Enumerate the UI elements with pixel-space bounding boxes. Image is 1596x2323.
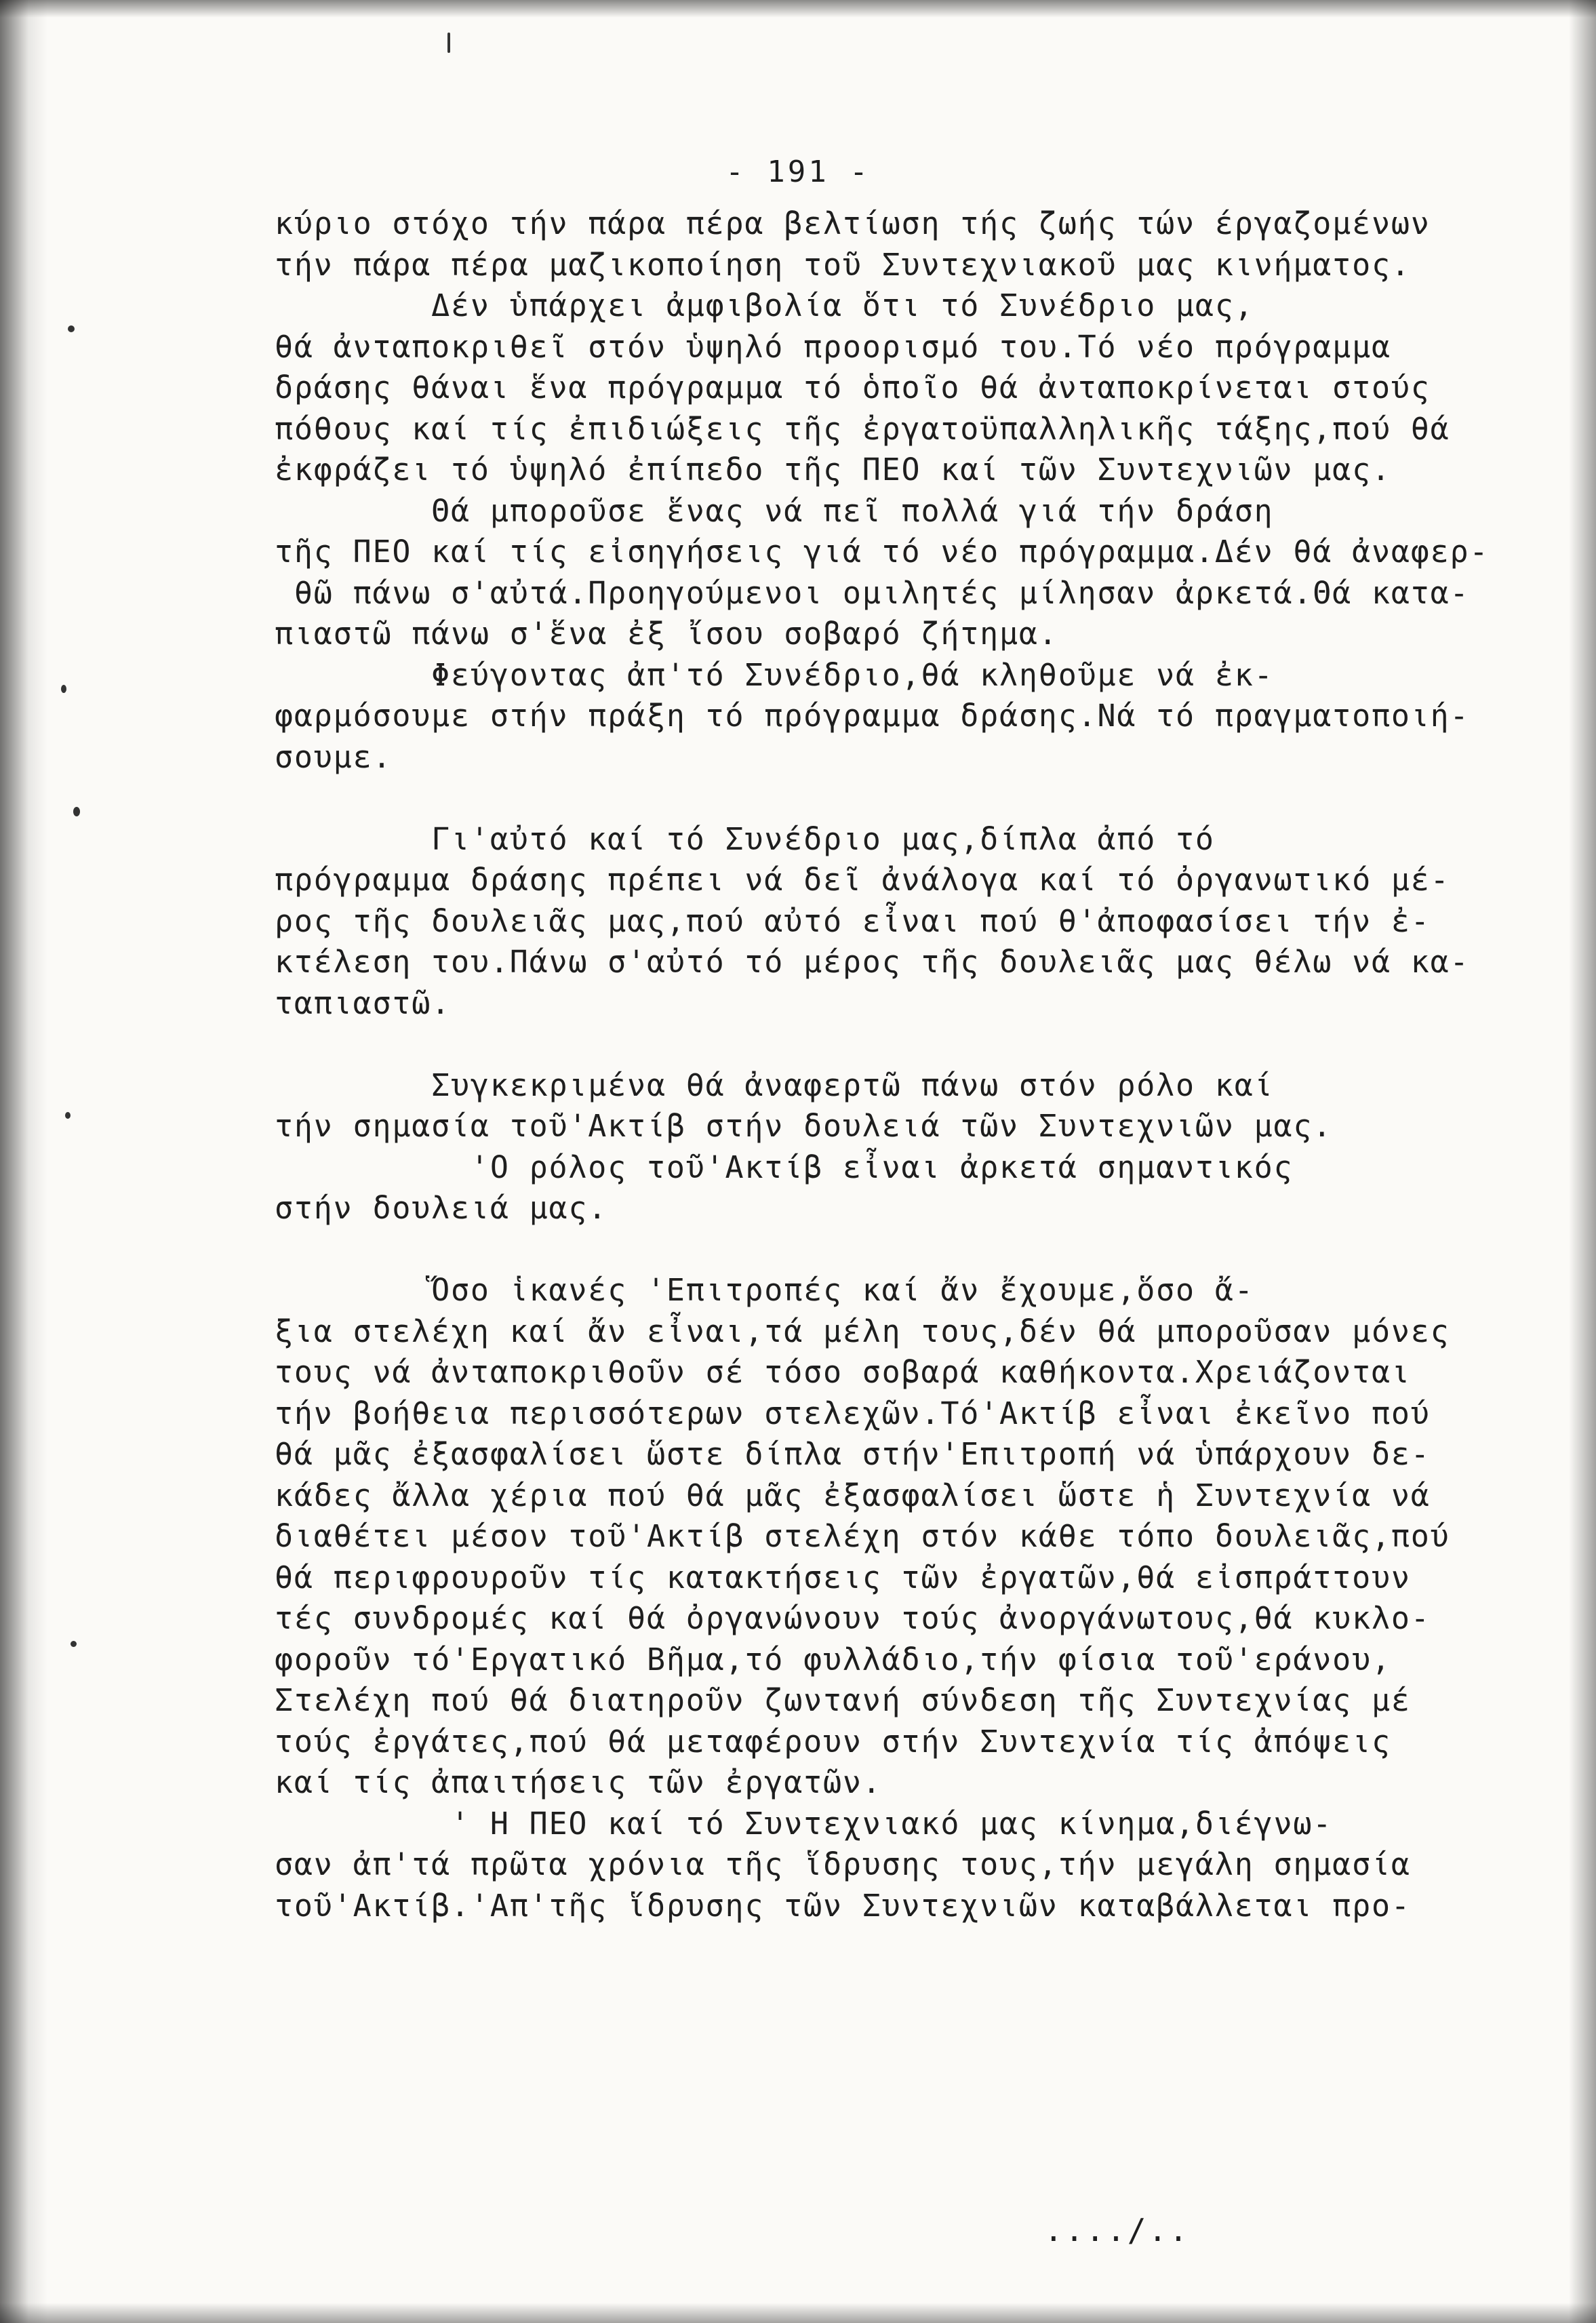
text-line: διαθέτει μέσον τοῦ'Ακτίβ στελέχη στόν κάθε τόπο δουλειᾶς,πού [275, 1518, 1450, 1554]
text-line: σαν ἀπ'τά πρῶτα χρόνια τῆς ἵδρυσης τους,τήν μεγάλη σημασία [275, 1846, 1411, 1882]
scan-edge-bottom [0, 2303, 1596, 2323]
text-line: θά μᾶς ἐξασφαλίσει ὥστε δίπλα στήν'Επιτροπή νά ὑπάρχουν δε- [275, 1436, 1431, 1472]
text-line: τήν βοήθεια περισσότερων στελεχῶν.Τό'Ακτίβ εἶναι ἐκεῖνο πού [275, 1395, 1431, 1431]
text-line: Γι'αὐτό καί τό Συνέδριο μας,δίπλα ἀπό τό [275, 820, 1215, 857]
text-line: τούς ἐργάτες,πού θά μεταφέρουν στήν Συντεχνία τίς ἀπόψεις [275, 1723, 1391, 1760]
text-line: Δέν ὑπάρχει ἀμφιβολία ὅτι τό Συνέδριο μας, [275, 287, 1254, 323]
scan-speck [68, 325, 75, 332]
continuation-mark: ..../.. [1044, 2212, 1190, 2248]
text-line: δράσης θάναι ἕνα πρόγραμμα τό ὁποῖο θά ἀνταποκρίνεται στούς [275, 370, 1431, 405]
text-line: ξια στελέχη καί ἄν εἶναι,τά μέλη τους,δέν θά μποροῦσαν μόνες [275, 1313, 1450, 1349]
text-line: θῶ πάνω σ'αὐτά.Προηγούμενοι ομιλητές μίλησαν ἀρκετά.Θά κατα- [275, 574, 1470, 611]
text-line: θά ἀνταποκριθεῖ στόν ὑψηλό προορισμό του.Τό νέο πρόγραμμα [275, 328, 1391, 365]
scan-speck [61, 685, 66, 693]
text-line [275, 1229, 1509, 1271]
scan-speck [447, 33, 450, 53]
text-line: τῆς ΠΕΟ καί τίς εἰσηγήσεις γιά τό νέο πρόγραμμα.Δέν θά ἀναφερ- [275, 534, 1490, 570]
text-line: φαρμόσουμε στήν πράξη τό πρόγραμμα δράσης.Νά τό πραγματοποιή- [275, 698, 1470, 734]
text-line: κτέλεση του.Πάνω σ'αὐτό τό μέρος τῆς δουλειᾶς μας θέλω νά κα- [275, 944, 1470, 980]
text-line: σουμε. [275, 738, 393, 775]
text-line [275, 778, 1509, 819]
text-line: φοροῦν τό'Εργατικό Βῆμα,τό φυλλάδιο,τήν φίσια τοῦ'εράνου, [275, 1641, 1391, 1677]
text-line: τους νά ἀνταποκριθοῦν σέ τόσο σοβαρά καθήκοντα.Χρειάζονται [275, 1354, 1411, 1390]
text-line: ἐκφράζει τό ὑψηλό ἐπίπεδο τῆς ΠΕΟ καί τῶν Συντεχνιῶν μας. [275, 452, 1391, 488]
text-line: ταπιαστῶ. [275, 985, 452, 1021]
text-line: Ὅσο ἱκανές 'Επιτροπές καί ἄν ἔχουμε,ὅσο ἄ- [275, 1272, 1254, 1308]
text-line: Στελέχη πού θά διατηροῦν ζωντανή σύνδεση τῆς Συντεχνίας μέ [275, 1682, 1411, 1718]
text-line: ' Η ΠΕΟ καί τό Συντεχνιακό μας κίνημα,διέγνω- [275, 1805, 1333, 1842]
body-text [275, 203, 1509, 1926]
text-line: Συγκεκριμένα θά ἀναφερτῶ πάνω στόν ρόλο καί [275, 1067, 1274, 1103]
text-line: Θά μποροῦσε ἕνας νά πεῖ πολλά γιά τήν δράση [275, 492, 1274, 529]
text-line: στήν δουλειά μας. [275, 1190, 608, 1226]
scan-edge-left [0, 0, 47, 2323]
text-line: Φεύγοντας ἀπ'τό Συνέδριο,θά κληθοῦμε νά ἐκ- [275, 656, 1274, 693]
text-line: ρος τῆς δουλειᾶς μας,πού αὐτό εἶναι πού θ'ἀποφασίσει τήν ἐ- [275, 902, 1431, 939]
page-number: - 191 - [725, 155, 871, 189]
text-line: τές συνδρομές καί θά ὀργανώνουν τούς ἀνοργάνωτους,θά κυκλο- [275, 1600, 1431, 1636]
text-line: τήν πάρα πέρα μαζικοποίηση τοῦ Συντεχνιακοῦ μας κινήματος. [275, 246, 1411, 283]
text-line: κύριο στόχο τήν πάρα πέρα βελτίωση τής ζωής τών έργαζομένων [275, 205, 1431, 241]
text-line: τήν σημασία τοῦ'Ακτίβ στήν δουλειά τῶν Συντεχνιῶν μας. [275, 1108, 1333, 1144]
scan-speck [71, 1641, 77, 1647]
text-line: πόθους καί τίς ἐπιδιώξεις τῆς ἐργατοϋπαλληλικῆς τάξης,πού θά [275, 410, 1450, 447]
scan-edge-top [0, 0, 1596, 18]
text-line: πιαστῶ πάνω σ'ἕνα ἐξ ἴσου σοβαρό ζήτημα. [275, 616, 1058, 652]
text-line: θά περιφρουροῦν τίς κατακτήσεις τῶν ἐργατῶν,θά εἰσπράττουν [275, 1559, 1411, 1595]
text-line: 'Ο ρόλος τοῦ'Ακτίβ εἶναι ἀρκετά σημαντικός [275, 1149, 1294, 1185]
scan-speck [73, 807, 80, 816]
scan-speck [65, 1112, 71, 1119]
text-line [275, 1024, 1509, 1065]
text-line: καί τίς ἀπαιτήσεις τῶν ἐργατῶν. [275, 1764, 882, 1800]
scan-edge-right [1569, 0, 1596, 2323]
text-line: τοῦ'Ακτίβ.'Απ'τῆς ἵδρυσης τῶν Συντεχνιῶν καταβάλλεται προ- [275, 1887, 1411, 1924]
text-line: κάδες ἄλλα χέρια πού θά μᾶς ἐξασφαλίσει ὥστε ἡ Συντεχνία νά [275, 1477, 1431, 1513]
text-line: πρόγραμμα δράσης πρέπει νά δεῖ ἀνάλογα καί τό ὀργανωτικό μέ- [275, 862, 1450, 898]
